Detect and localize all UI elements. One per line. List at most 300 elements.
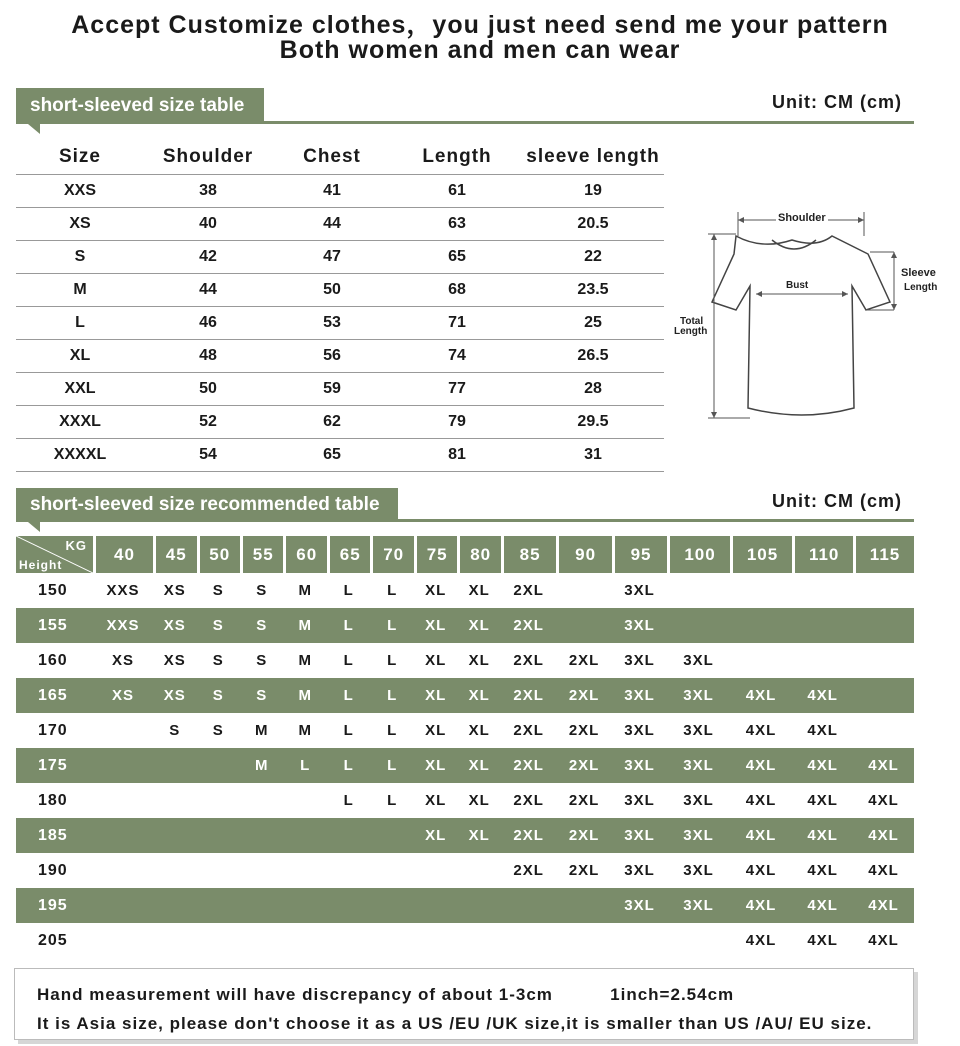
weight-header: 55 (240, 536, 283, 573)
recommended-size-cell: 4XL (730, 748, 792, 783)
recommended-size-cell: 4XL (868, 792, 899, 809)
size-section-line (264, 121, 914, 124)
size-cell: 71 (392, 306, 522, 339)
total-label: Total (680, 316, 704, 327)
recommended-size-cell (153, 818, 196, 853)
size-row (16, 405, 664, 438)
recommended-size-cell (327, 853, 370, 888)
size-cell: 74 (392, 339, 522, 372)
size-cell: 54 (144, 438, 272, 471)
recommended-size-cell: 4XL (807, 722, 838, 739)
recommended-size-cell: XS (163, 652, 186, 669)
size-cell: XXS (16, 174, 144, 207)
recommended-size-cell: 4XL (853, 748, 914, 783)
recommended-size-cell: 3XL (683, 652, 714, 669)
recommended-size-cell: 4XL (853, 888, 914, 923)
shoulder-label: Shoulder (778, 212, 826, 224)
recommended-size-cell: 4XL (745, 932, 777, 949)
size-cell: 52 (144, 405, 272, 438)
height-row (16, 678, 914, 713)
notes-box (14, 968, 914, 1040)
recommended-size-cell: 2XL (513, 722, 544, 739)
recommended-size-cell: XS (153, 678, 196, 713)
recommended-size-cell: 2XL (501, 608, 556, 643)
corner-header (16, 536, 93, 573)
recommended-size-cell: XL (425, 722, 447, 739)
recommended-size-cell: 2XL (513, 582, 544, 599)
recommended-size-cell (283, 888, 326, 923)
size-table-tab (16, 88, 264, 124)
recommended-size-cell: XL (457, 748, 500, 783)
size-cell: L (16, 306, 144, 339)
size-row (16, 273, 664, 306)
tshirt-outline (672, 200, 952, 430)
recommended-size-cell (153, 923, 196, 958)
recommended-size-cell: 2XL (568, 652, 600, 669)
recommended-size-cell (283, 853, 326, 888)
size-cell: M (16, 273, 144, 306)
recommended-size-cell (93, 818, 153, 853)
size-cell: 29.5 (522, 405, 664, 438)
recommended-size-cell: 4XL (868, 862, 899, 879)
recommended-size-cell: S (256, 652, 268, 669)
height-label: Height (19, 558, 63, 572)
recommended-size-cell: XL (425, 582, 447, 599)
recommended-size-cell: L (370, 608, 413, 643)
recommended-size-cell (283, 783, 326, 818)
size-cell: XS (16, 207, 144, 240)
recommended-size-cell: L (343, 652, 354, 669)
recommended-size-cell: 4XL (807, 792, 838, 809)
height-row (16, 643, 914, 678)
recommended-size-cell (556, 923, 611, 958)
recommended-size-cell: L (343, 582, 354, 599)
recommended-size-cell: 4XL (792, 678, 853, 713)
recommend-table-tab (16, 488, 398, 522)
recommended-size-cell (414, 923, 457, 958)
recommend-unit-label: Unit: CM (cm) (772, 491, 902, 511)
recommended-size-cell (457, 888, 500, 923)
recommended-size-cell (853, 573, 914, 608)
recommended-size-cell: 3XL (624, 792, 655, 809)
recommended-size-cell: 4XL (868, 932, 899, 949)
recommended-size-cell (93, 713, 153, 748)
recommended-size-cell: L (283, 748, 326, 783)
size-cell: 81 (392, 438, 522, 471)
asia-size-note: It is Asia size, please don't choose it as a US /EU /UK size,it is smaller than US /AU/ EU size. (37, 1014, 873, 1033)
size-row (16, 240, 664, 273)
recommended-size-cell: S (169, 722, 181, 739)
recommended-size-cell: 3XL (683, 792, 714, 809)
height-cell: 195 (16, 888, 93, 923)
recommended-size-cell (93, 923, 153, 958)
recommended-size-cell (197, 783, 240, 818)
size-cell: 56 (272, 339, 392, 372)
size-row (16, 306, 664, 339)
recommended-size-cell: XL (414, 818, 457, 853)
recommended-size-cell: XL (425, 792, 447, 809)
recommended-size-cell: 2XL (513, 652, 544, 669)
recommended-size-cell (283, 923, 326, 958)
recommended-size-cell: 3XL (667, 748, 729, 783)
recommended-size-cell: S (212, 582, 224, 599)
tshirt-measurement-diagram (672, 200, 952, 430)
recommended-size-cell (730, 608, 792, 643)
recommended-size-cell: L (343, 722, 354, 739)
size-cell: 23.5 (522, 273, 664, 306)
recommended-size-cell: 3XL (612, 678, 667, 713)
recommended-size-cell: 4XL (745, 862, 777, 879)
recommended-size-cell: XS (153, 608, 196, 643)
size-cell: XL (16, 339, 144, 372)
recommended-size-cell: S (256, 582, 268, 599)
size-cell: 38 (144, 174, 272, 207)
recommended-size-cell (853, 678, 914, 713)
weight-header: 80 (457, 536, 500, 573)
recommended-size-cell (414, 853, 457, 888)
height-cell: 205 (38, 931, 68, 949)
weight-header: 70 (370, 536, 413, 573)
recommended-size-cell: S (212, 722, 224, 739)
recommended-size-cell: XL (457, 818, 500, 853)
size-cell: 50 (144, 372, 272, 405)
height-row (16, 573, 914, 608)
size-table-header-row (16, 140, 664, 174)
recommended-size-cell: 2XL (501, 818, 556, 853)
recommended-size-cell: S (212, 652, 224, 669)
recommended-size-cell (501, 923, 556, 958)
weight-kg-label: KG (65, 538, 87, 553)
size-table-body (16, 174, 664, 471)
recommended-size-cell: L (370, 678, 413, 713)
recommended-size-cell (556, 608, 611, 643)
size-cell: 79 (392, 405, 522, 438)
recommended-size-cell: M (254, 722, 269, 739)
size-row (16, 339, 664, 372)
recommended-size-cell: 2XL (513, 792, 544, 809)
size-cell: 47 (272, 240, 392, 273)
recommended-size-cell: 2XL (568, 722, 600, 739)
weight-header: 45 (153, 536, 196, 573)
size-cell: 65 (392, 240, 522, 273)
recommended-size-cell: 2XL (513, 862, 544, 879)
recommended-size-cell: M (240, 748, 283, 783)
recommended-size-cell (667, 608, 729, 643)
size-cell: 26.5 (522, 339, 664, 372)
weight-header: 40 (93, 536, 153, 573)
column-header-chest: Chest (272, 140, 392, 174)
size-table (16, 140, 664, 472)
weight-header: 115 (853, 536, 914, 573)
recommended-size-cell (197, 923, 240, 958)
recommend-table-body (16, 573, 914, 958)
recommended-size-cell: L (327, 748, 370, 783)
size-cell: 28 (522, 372, 664, 405)
size-cell: 19 (522, 174, 664, 207)
recommended-size-cell (153, 888, 196, 923)
headline-customize: Accept Customize clothes，you just need send me your pattern (71, 11, 889, 39)
weight-header: 95 (612, 536, 667, 573)
size-cell: 22 (522, 240, 664, 273)
weight-header-row (16, 536, 914, 573)
recommended-size-cell (283, 818, 326, 853)
recommended-size-cell: 3XL (612, 888, 667, 923)
recommended-size-cell (667, 923, 729, 958)
recommended-size-cell (327, 818, 370, 853)
weight-header: 105 (730, 536, 792, 573)
size-cell: 42 (144, 240, 272, 273)
height-row (16, 783, 914, 818)
recommended-size-cell: 4XL (792, 888, 853, 923)
weight-header: 85 (501, 536, 556, 573)
size-cell: 44 (144, 273, 272, 306)
size-row (16, 372, 664, 405)
column-header-length: Length (392, 140, 522, 174)
recommended-size-cell: XL (457, 608, 500, 643)
size-cell: 63 (392, 207, 522, 240)
recommended-size-cell: 3XL (667, 678, 729, 713)
height-cell: 155 (16, 608, 93, 643)
height-cell: 170 (38, 721, 68, 739)
recommended-size-cell (197, 853, 240, 888)
recommended-size-cell: L (370, 748, 413, 783)
recommended-size-cell: 2XL (556, 748, 611, 783)
recommended-size-cell: XL (457, 678, 500, 713)
recommended-size-cell: S (240, 608, 283, 643)
recommended-size-cell: 3XL (624, 652, 655, 669)
recommended-size-cell: L (387, 582, 398, 599)
weight-header: 110 (792, 536, 853, 573)
headline-unisex: Both women and men can wear (279, 36, 681, 64)
recommended-size-cell: 3XL (683, 722, 714, 739)
recommended-size-cell: L (327, 678, 370, 713)
height-row (16, 853, 914, 888)
weight-header: 75 (414, 536, 457, 573)
height-row (16, 888, 914, 923)
recommended-size-cell: L (387, 652, 398, 669)
recommended-size-cell (730, 643, 792, 678)
recommended-size-cell: 3XL (624, 722, 655, 739)
size-row (16, 207, 664, 240)
recommended-size-cell: XS (93, 678, 153, 713)
size-cell: XXXL (16, 405, 144, 438)
height-cell: 160 (38, 651, 68, 669)
recommended-size-cell: S (197, 678, 240, 713)
size-cell: 48 (144, 339, 272, 372)
recommended-size-cell: L (387, 792, 398, 809)
size-cell: 77 (392, 372, 522, 405)
size-cell: 65 (272, 438, 392, 471)
recommended-size-cell: L (387, 722, 398, 739)
bust-label: Bust (786, 280, 809, 291)
size-cell: 31 (522, 438, 664, 471)
total-length-label: Length (674, 326, 708, 337)
weight-header: 60 (283, 536, 326, 573)
recommend-tab-notch (28, 522, 40, 532)
size-cell: 59 (272, 372, 392, 405)
recommended-size-cell (93, 748, 153, 783)
recommended-size-cell (457, 853, 500, 888)
recommended-size-cell (853, 643, 914, 678)
recommended-size-cell: 4XL (730, 818, 792, 853)
size-unit-label: Unit: CM (cm) (772, 92, 902, 112)
recommended-size-cell: XXS (106, 582, 140, 599)
recommended-size-cell: 3XL (612, 748, 667, 783)
recommended-size-cell: 4XL (853, 818, 914, 853)
recommended-size-cell (730, 573, 792, 608)
recommended-size-cell: 2XL (568, 862, 600, 879)
recommended-size-cell: 4XL (745, 722, 777, 739)
recommended-size-cell (370, 923, 413, 958)
recommended-size-cell (93, 853, 153, 888)
height-row (16, 923, 914, 958)
recommended-size-cell: 2XL (568, 792, 600, 809)
recommended-size-cell: XL (468, 652, 490, 669)
recommended-size-cell: XL (468, 722, 490, 739)
recommended-size-cell: 4XL (807, 862, 838, 879)
recommended-size-cell: S (197, 608, 240, 643)
height-cell: 150 (38, 581, 68, 599)
recommend-table (16, 536, 914, 958)
recommended-size-cell (240, 853, 283, 888)
recommended-size-cell: XL (425, 652, 447, 669)
recommended-size-cell (792, 608, 853, 643)
height-row (16, 748, 914, 783)
recommended-size-cell (153, 783, 196, 818)
size-cell: 53 (272, 306, 392, 339)
recommended-size-cell: XL (414, 608, 457, 643)
recommended-size-cell: L (343, 792, 354, 809)
sleeve-label: Sleeve (901, 267, 936, 279)
recommended-size-cell: S (240, 678, 283, 713)
weight-header: 65 (327, 536, 370, 573)
recommended-size-cell: 2XL (501, 748, 556, 783)
size-row (16, 174, 664, 207)
size-cell: XXL (16, 372, 144, 405)
recommended-size-cell: 4XL (730, 888, 792, 923)
recommended-size-cell (327, 923, 370, 958)
measurement-note: Hand measurement will have discrepancy of about 1-3cm 1inch=2.54cm (37, 985, 735, 1004)
recommended-size-cell: 4XL (807, 932, 838, 949)
height-row (16, 818, 914, 853)
recommended-size-cell (667, 573, 729, 608)
recommended-size-cell (240, 818, 283, 853)
column-header-size: Size (16, 140, 144, 174)
size-cell: 50 (272, 273, 392, 306)
column-header-sleeve-length: sleeve length (522, 140, 664, 174)
recommended-size-cell (370, 853, 413, 888)
recommend-table-title: short-sleeved size recommended table (30, 494, 380, 515)
weight-header: 50 (197, 536, 240, 573)
size-row (16, 438, 664, 471)
recommended-size-cell: L (327, 608, 370, 643)
recommended-size-cell (414, 888, 457, 923)
height-cell: 185 (16, 818, 93, 853)
size-cell: 41 (272, 174, 392, 207)
size-tab-notch (28, 124, 40, 134)
recommended-size-cell: 2XL (556, 678, 611, 713)
height-cell: 175 (16, 748, 93, 783)
recommended-size-cell: 3XL (624, 582, 655, 599)
size-cell: 25 (522, 306, 664, 339)
recommended-size-cell: M (283, 608, 326, 643)
recommended-size-cell: M (283, 678, 326, 713)
recommended-size-cell: XXS (93, 608, 153, 643)
size-cell: 44 (272, 207, 392, 240)
recommended-size-cell (240, 888, 283, 923)
recommended-size-cell (240, 923, 283, 958)
height-row (16, 713, 914, 748)
recommended-size-cell (612, 923, 667, 958)
height-cell: 180 (38, 791, 68, 809)
sleeve-length-label: Length (904, 282, 938, 293)
recommended-size-cell: XL (468, 582, 490, 599)
recommend-section-line (398, 519, 914, 522)
recommended-size-cell (153, 748, 196, 783)
size-cell: 68 (392, 273, 522, 306)
recommended-size-cell: 3XL (624, 862, 655, 879)
size-cell: 40 (144, 207, 272, 240)
size-cell: 62 (272, 405, 392, 438)
recommended-size-cell (853, 713, 914, 748)
recommended-size-cell: XS (112, 652, 135, 669)
recommended-size-cell: M (298, 722, 312, 739)
recommended-size-cell (556, 573, 611, 608)
recommended-size-cell (792, 643, 853, 678)
size-cell: S (16, 240, 144, 273)
weight-header: 100 (667, 536, 729, 573)
height-row (16, 608, 914, 643)
recommended-size-cell (197, 748, 240, 783)
recommended-size-cell (501, 888, 556, 923)
height-cell: 190 (38, 861, 68, 879)
recommended-size-cell: 4XL (745, 792, 777, 809)
size-cell: 20.5 (522, 207, 664, 240)
recommended-size-cell: 4XL (730, 678, 792, 713)
recommended-size-cell (153, 853, 196, 888)
recommended-size-cell (197, 888, 240, 923)
recommended-size-cell: 3XL (612, 608, 667, 643)
recommended-size-cell (370, 818, 413, 853)
recommended-size-cell (240, 783, 283, 818)
recommended-size-cell (327, 888, 370, 923)
recommended-size-cell (93, 888, 153, 923)
recommended-size-cell (457, 923, 500, 958)
column-header-shoulder: Shoulder (144, 140, 272, 174)
recommended-size-cell: 3XL (667, 818, 729, 853)
recommended-size-cell (197, 818, 240, 853)
size-cell: 61 (392, 174, 522, 207)
size-cell: XXXXL (16, 438, 144, 471)
recommended-size-cell: XL (468, 792, 490, 809)
recommended-size-cell: 3XL (683, 862, 714, 879)
recommended-size-cell: 2XL (556, 818, 611, 853)
weight-header: 90 (556, 536, 611, 573)
recommended-size-cell: 3XL (612, 818, 667, 853)
recommended-size-cell: XS (163, 582, 186, 599)
recommended-size-cell (556, 888, 611, 923)
recommended-size-cell (93, 783, 153, 818)
recommended-size-cell: 2XL (501, 678, 556, 713)
recommended-size-cell: 4XL (792, 748, 853, 783)
recommended-size-cell: XL (414, 748, 457, 783)
recommended-size-cell: 4XL (792, 818, 853, 853)
size-cell: 46 (144, 306, 272, 339)
recommended-size-cell (370, 888, 413, 923)
recommended-size-cell (853, 608, 914, 643)
size-table-title: short-sleeved size table (30, 95, 245, 116)
recommended-size-cell (792, 573, 853, 608)
